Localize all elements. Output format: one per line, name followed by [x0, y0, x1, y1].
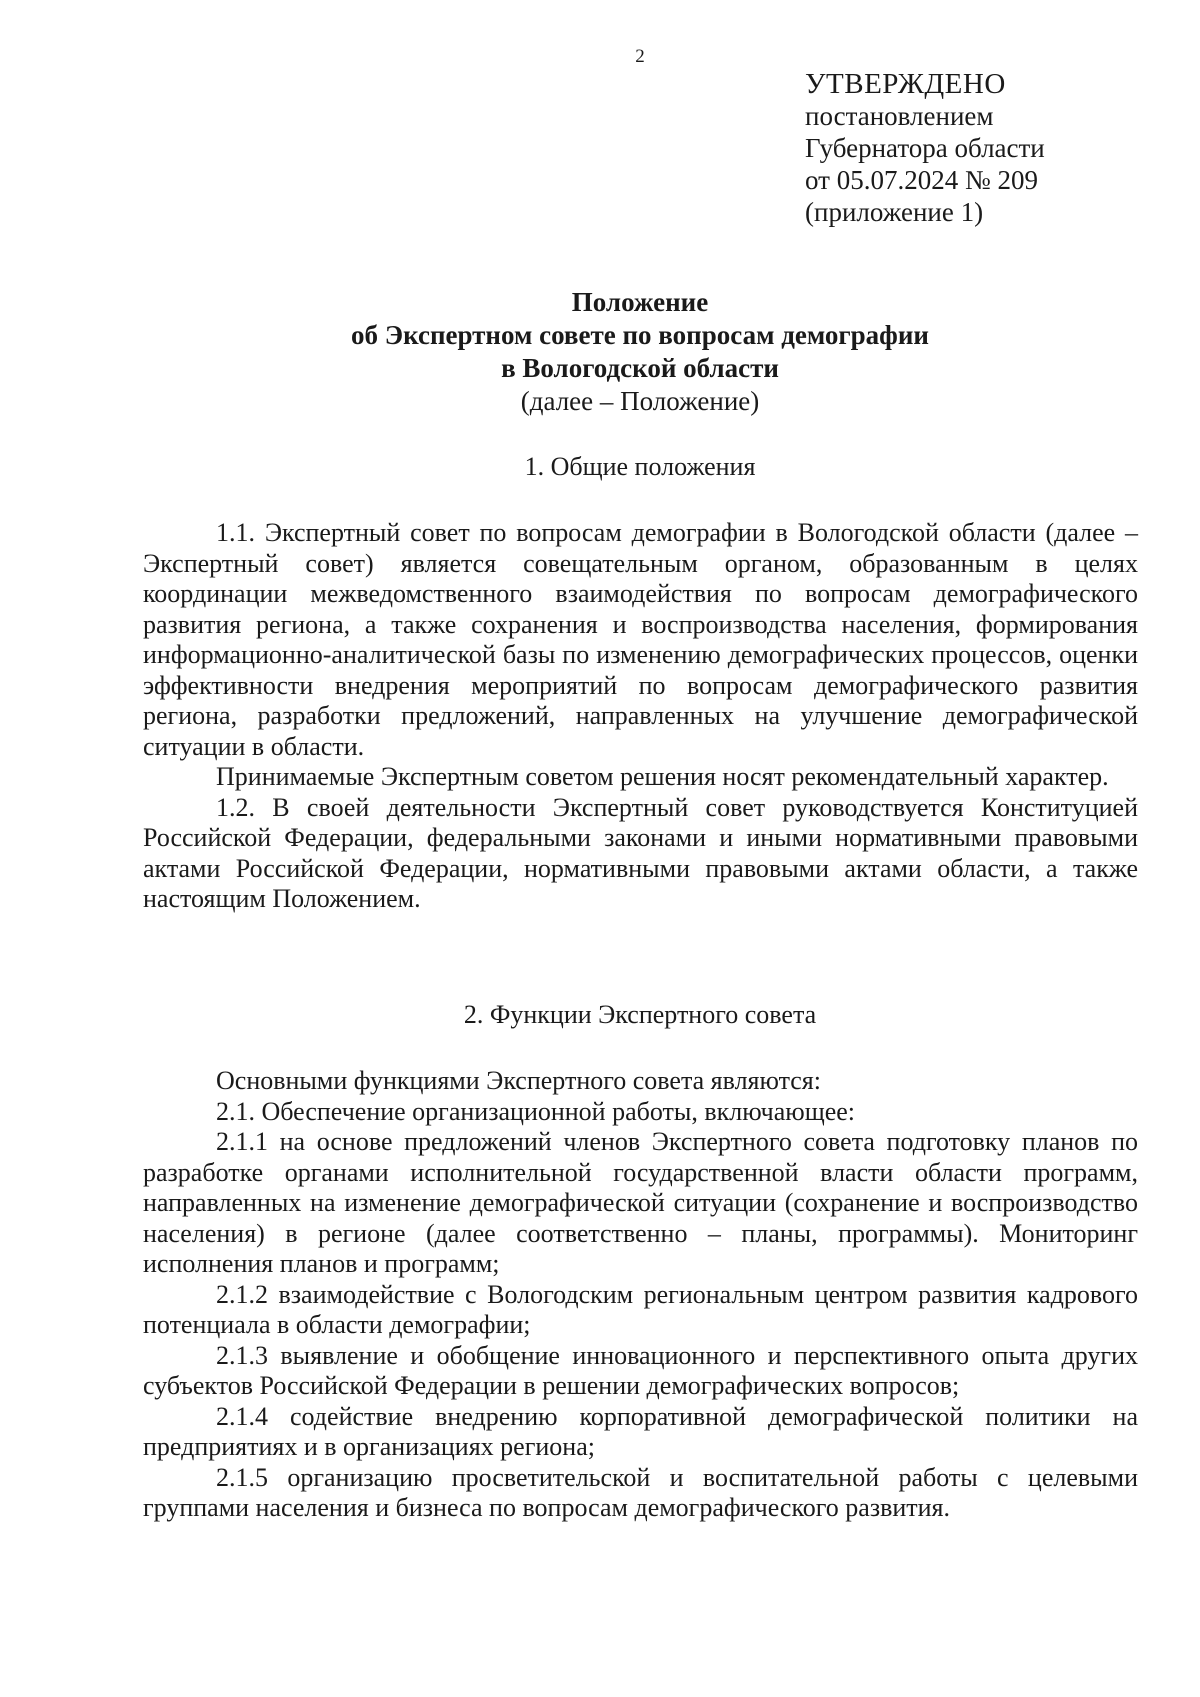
approval-title: УТВЕРЖДЕНО [805, 68, 1006, 100]
section-1-body [143, 518, 1138, 915]
paragraph: 2.1.1 на основе предложений членов Экспертного совета подготовку планов по разработке органами исполнительной государственной власти области программ, направленных на изменение демографической ситуации (сохранение и воспроизводство населения) в регионе (далее соответственно – планы, программы). Мониторинг исполнения планов и программ; [143, 1127, 1138, 1278]
title-line: в Вологодской области [501, 353, 779, 383]
approval-line: Губернатора области [805, 133, 1045, 163]
approval-line: постановлением [805, 101, 994, 131]
approval-line: (приложение 1) [805, 197, 984, 227]
title-line: об Экспертном совете по вопросам демографии [351, 320, 929, 350]
paragraph: 2.1. Обеспечение организационной работы, включающее: [216, 1096, 856, 1126]
paragraph: 1.1. Экспертный совет по вопросам демографии в Вологодской области (далее – Экспертный совет) является совещательным органом, образованным в целях координации межведомственного взаимодействия по вопросам демографического развития региона, а также сохранения и воспроизводства населения, формирования информационно-аналитической базы по изменению демографических процессов, оценки эффективности внедрения мероприятий по вопросам демографического развития региона, разработки предложений, направленных на улучшение демографической ситуации в области. [143, 518, 1138, 761]
section-2-body [143, 1066, 1138, 1524]
section-2-title: 2. Функции Экспертного совета [463, 1000, 817, 1029]
approval-stamp [805, 68, 1045, 228]
title-note: (далее – Положение) [520, 386, 760, 416]
title-line: Положение [571, 287, 709, 317]
paragraph: 2.1.3 выявление и обобщение инновационного и перспективного опыта других субъектов Российской Федерации в решении демографических вопросов; [143, 1340, 1138, 1400]
section-1-title: 1. Общие положения [524, 452, 756, 481]
document-title [0, 286, 1200, 418]
page-number: 2 [635, 46, 645, 67]
paragraph: 2.1.4 содействие внедрению корпоративной демографической политики на предприятиях и в организациях региона; [143, 1401, 1138, 1461]
paragraph: 2.1.5 организацию просветительской и воспитательной работы с целевыми группами населения и бизнеса по вопросам демографического развития. [143, 1462, 1138, 1522]
paragraph: 1.2. В своей деятельности Экспертный совет руководствуется Конституцией Российской Федерации, федеральными законами и иными нормативными правовыми актами Российской Федерации, нормативными правовыми актами области, а также настоящим Положением. [143, 792, 1138, 913]
paragraph: Основными функциями Экспертного совета являются: [216, 1066, 821, 1095]
approval-line: от 05.07.2024 № 209 [805, 165, 1038, 195]
paragraph: Принимаемые Экспертным советом решения носят рекомендательный характер. [216, 762, 1109, 791]
paragraph: 2.1.2 взаимодействие с Вологодским региональным центром развития кадрового потенциала в области демографии; [143, 1279, 1138, 1339]
